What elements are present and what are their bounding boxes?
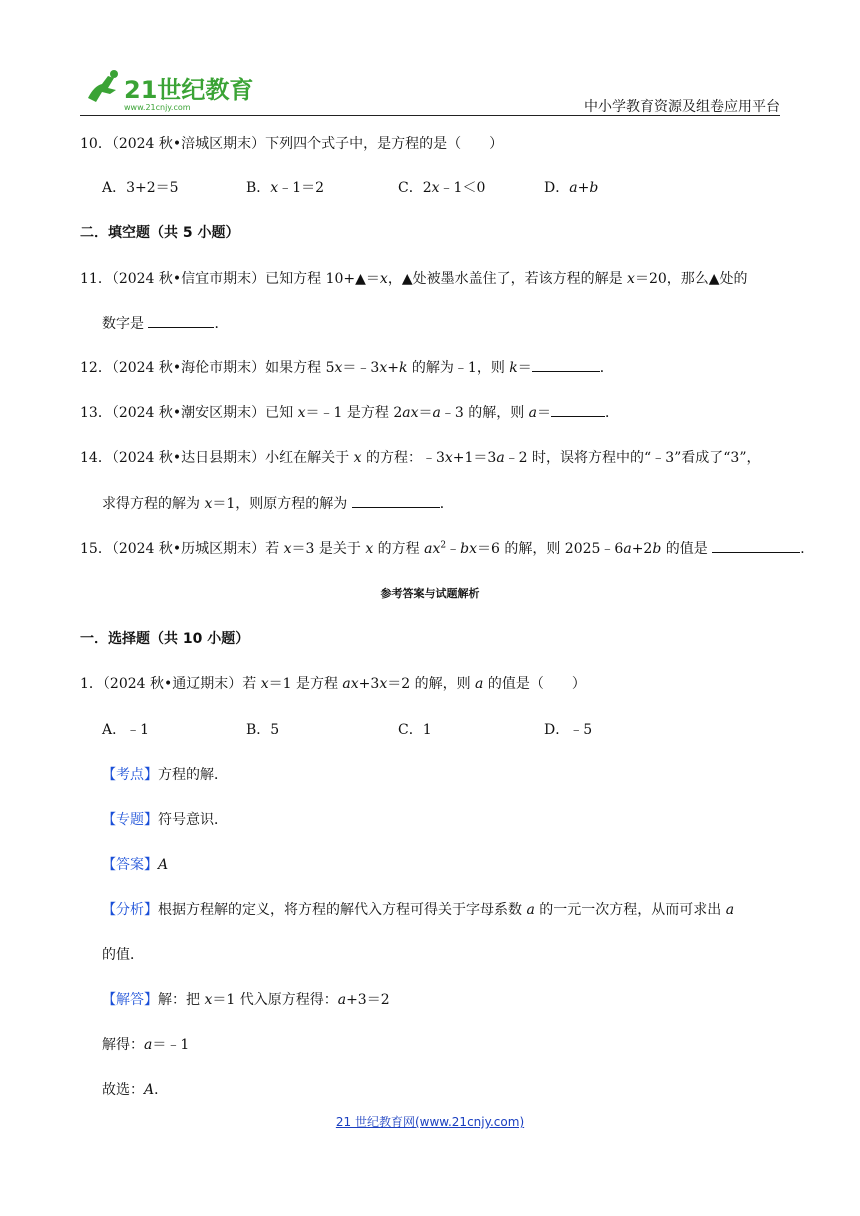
fenxi-line1: 【分析】根据方程解的定义，将方程的解代入方程可得关于字母系数 a 的一元一次方程，从而可求出 a: [102, 902, 735, 918]
logo-text: 21世纪教育: [124, 76, 254, 104]
section-choice-title: 一．选择题（共 10 小题）: [80, 631, 250, 647]
site-logo: [80, 68, 260, 114]
q11-answer-blank[interactable]: [148, 313, 214, 328]
kaodian: 【考点】方程的解．: [102, 767, 228, 783]
header-divider: [80, 115, 780, 116]
logo-url: www.21cnjy.com: [124, 103, 191, 112]
q14-line2: 求得方程的解为 x＝1，则原方程的解为 ．: [102, 493, 454, 513]
q12: 12．（2024 秋•海伦市期末）如果方程 5x＝﹣3x+k 的解为﹣1，则 k＝ ．: [80, 357, 614, 377]
answers-title: 参考答案与试题解析: [380, 587, 480, 600]
q13-answer-blank[interactable]: [551, 402, 605, 417]
q1-option-c: C．1: [398, 722, 432, 738]
platform-name: 中小学教育资源及组卷应用平台: [584, 99, 780, 115]
zhuanti: 【专题】符号意识．: [102, 812, 228, 828]
q15-answer-blank[interactable]: [712, 538, 800, 553]
q1-option-a: A．﹣1: [102, 722, 150, 738]
q12-answer-blank[interactable]: [532, 357, 600, 372]
q11-line1: 11．（2024 秋•信宜市期末）已知方程 10+▲＝x，▲处被墨水盖住了，若该方程的解是 x＝20，那么▲处的: [80, 271, 748, 287]
q10-option-c: C．2x﹣1＜0: [398, 180, 486, 196]
q14-answer-blank[interactable]: [352, 493, 440, 508]
fenxi-line2: 的值．: [102, 947, 144, 963]
guxuan: 故选：A．: [102, 1082, 169, 1098]
jiede: 解得：a＝﹣1: [102, 1037, 190, 1053]
jieda: 【解答】解：把 x＝1 代入原方程得：a+3＝2: [102, 992, 390, 1008]
q1-option-b: B．5: [246, 722, 280, 738]
footer-link[interactable]: 21 世纪教育网(www.21cnjy.com): [335, 1115, 525, 1129]
q1-stem: 1．（2024 秋•通辽期末）若 x＝1 是方程 ax+3x＝2 的解，则 a 的值是（ ）: [80, 676, 586, 692]
q10-option-b: B．x﹣1＝2: [246, 180, 325, 196]
q15: 15．（2024 秋•历城区期末）若 x＝3 是关于 x 的方程 $ax^2﹣bx=6$ 的解，则 2025﹣6a+2b 的值是 ．: [80, 538, 814, 558]
q14-line1: 14．（2024 秋•达日县期末）小红在解关于 x 的方程：﹣3x+1＝3a﹣2 时，误将方程中的“﹣3”看成了“3”，: [80, 450, 761, 466]
q13: 13．（2024 秋•潮安区期末）已知 x＝﹣1 是方程 2ax＝a﹣3 的解，则 a＝ ．: [80, 402, 619, 422]
section-fill-blank-title: 二．填空题（共 5 小题）: [80, 225, 240, 241]
q1-option-d: D．﹣5: [544, 722, 593, 738]
daan: 【答案】A: [102, 857, 169, 873]
q10-option-d: D．a+b: [544, 180, 599, 196]
q10-option-a: A．3+2＝5: [102, 180, 179, 196]
q11-line2: 数字是 ．: [102, 313, 228, 333]
q10-stem: 10．（2024 秋•涪城区期末）下列四个式子中，是方程的是（ ）: [80, 136, 504, 152]
